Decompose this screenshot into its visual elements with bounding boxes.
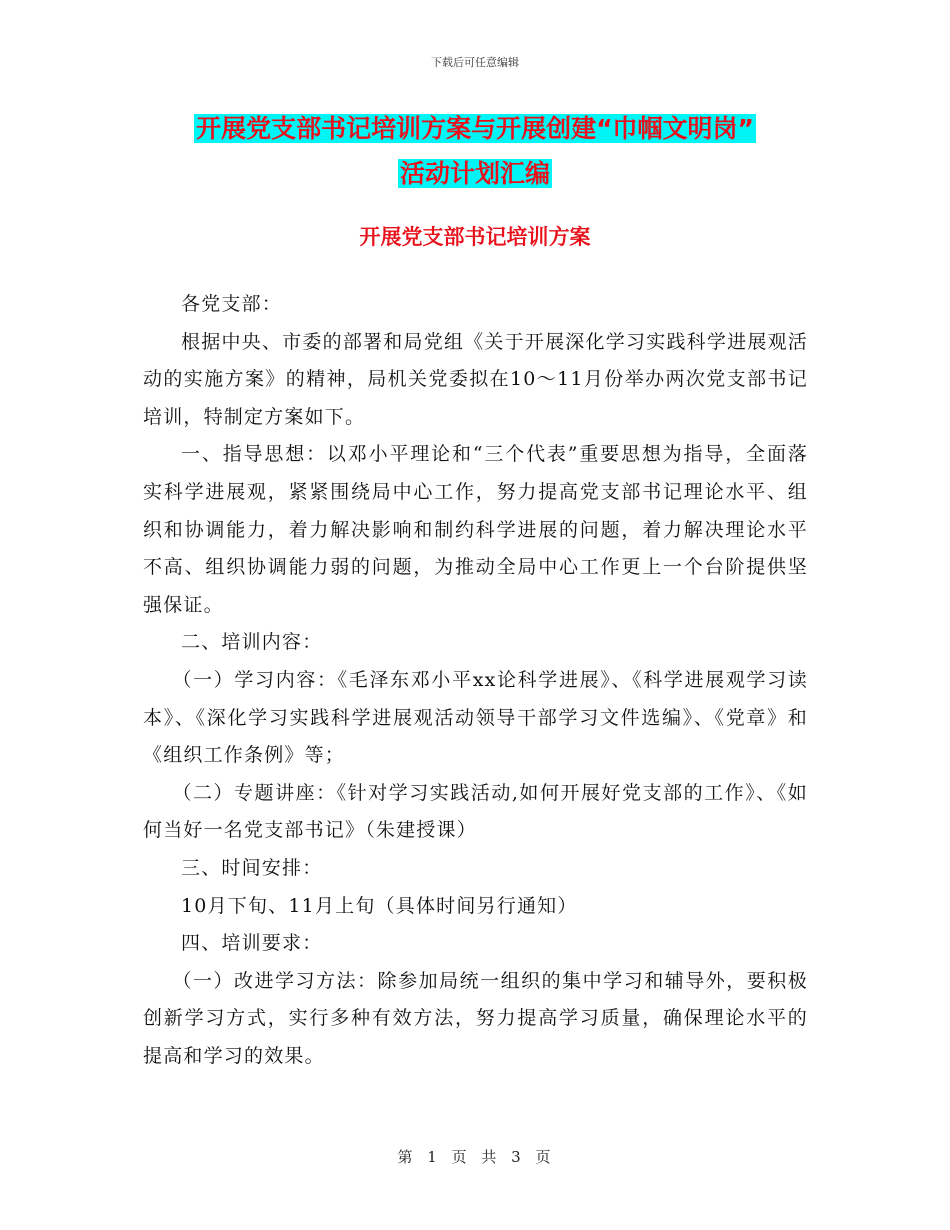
study-method-paragraph: （一）改进学习方法：除参加局统一组织的集中学习和辅导外，要积极创新学习方式，实行多种有效方法，努力提高学习质量，确保理论水平的提高和学习的效果。 bbox=[143, 969, 808, 1067]
document-title-line-1 bbox=[0, 110, 950, 148]
document-title-line-2 bbox=[0, 155, 950, 193]
schedule-heading: 三、时间安排： bbox=[181, 856, 323, 879]
schedule-paragraph: 10月下旬、11月上旬（具体时间另行通知） bbox=[181, 894, 578, 917]
training-content-heading: 二、培训内容： bbox=[181, 631, 323, 654]
lecture-paragraph: （二）专题讲座：《针对学习实践活动,如何开展好党支部的工作》、《如何当好一名党支部书记》（朱建授课） bbox=[143, 781, 808, 842]
section-title: 开展党支部书记培训方案 bbox=[359, 225, 591, 249]
document-body bbox=[143, 286, 808, 1075]
salutation: 各党支部： bbox=[181, 293, 283, 315]
guiding-thought-paragraph: 一、指导思想：以邓小平理论和“三个代表”重要思想为指导，全面落实科学进展观，紧紧围绕局中心工作，努力提高党支部书记理论水平、组织和协调能力，着力解决影响和制约科学进展的问题，着力解决理论水平不高、组织协调能力弱的问题，为推动全局中心工作更上一个台阶提供坚强保证。 bbox=[143, 443, 808, 616]
page-number: 第 1 页 共 3 页 bbox=[397, 1148, 553, 1166]
intro-paragraph: 根据中央、市委的部署和局党组《关于开展深化学习实践科学进展观活动的实施方案》的精神，局机关党委拟在10～11月份举办两次党支部书记培训，特制定方案如下。 bbox=[143, 330, 808, 428]
document-title-line-2-text: 活动计划汇编 bbox=[399, 159, 550, 188]
document-title-line-1-text: 开展党支部书记培训方案与开展创建“巾帼文明岗” bbox=[196, 114, 754, 143]
requirements-heading: 四、培训要求： bbox=[181, 932, 323, 955]
study-content-paragraph: （一）学习内容：《毛泽东邓小平xx论科学进展》、《科学进展观学习读本》、《深化学习实践科学进展观活动领导干部学习文件选编》、《党章》和《组织工作条例》等； bbox=[143, 668, 808, 767]
header-note: 下载后可任意编辑 bbox=[431, 56, 519, 69]
